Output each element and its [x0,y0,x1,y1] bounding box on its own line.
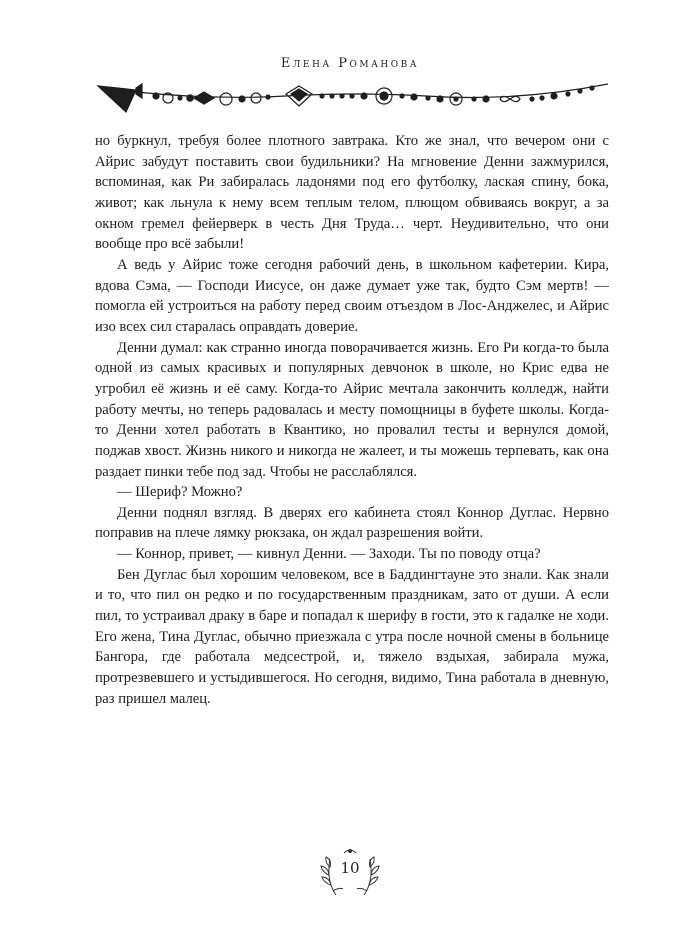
paragraph: А ведь у Айрис тоже сегодня рабочий день, в школьном кафетерии. Кира, вдова Сэма, — Господи Иисусе, он даже думает уже так, будто Сэм мертв! — помогла ей устроиться на работу перед своим отъездом в Лос-Анджелес, и Айрис изо всех сил старалась оправдать доверие. [95,256,609,335]
dialogue-line: — Коннор, привет, — кивнул Денни. — Заходи. Ты по поводу отца? [117,546,541,563]
body-text [95,131,609,709]
paragraph: Бен Дуглас был хорошим человеком, все в Баддингтауне это знали. Как знали и то, что пил он редко и по государственным праздникам, зато от души. А если пил, то устраивал драку в баре и попадал к шерифу в гости, это к гадалке не ходи. Его жена, Тина Дуглас, обычно приезжала с утра после ночной смены в больнице Бангора, где работала медсестрой, и, тяжело вздыхая, забирала мужа, протрезвевшего и устыдившегося. Но сегодня, видимо, Тина работала в дневную, раз пришел малец. [95,566,609,707]
paragraph: Денни думал: как странно иногда поворачивается жизнь. Его Ри когда-то была одной из самых красивых и популярных девчонок в школе, но Крис едва не угробил её жизнь и её саму. Когда-то Айрис мечтала закончить колледж, найти работу мечты, но теперь радовалась и месту помощницы в буфете школы. Когда-то Денни хотел работать в Квантико, но провалил тесты и вернулся домой, поджав хвост. Жизнь никого и никогда не жалеет, и ты можешь терпевать, как она раздает пинки тебе под зад. Чтобы не расслаблялся. [95,339,609,480]
page-number: 10 [340,859,360,877]
running-head: Елена Романова [280,56,420,71]
paragraph: но буркнул, требуя более плотного завтрака. Кто же знал, что вечером они с Айрис забудут поставить свои будильники? На мгновение Денни зажмурился, вспоминая, как Ри забиралась ладонями под его футболку, лаская спину, бока, живот; как льнула к нему всем теплым телом, плющом обвиваясь вокруг, а за окном гремел фейерверк в честь Дня Труда… черт. Неудивительно, что они вообще про всё забыли! [95,133,609,253]
paragraph: Денни поднял взгляд. В дверях его кабинета стоял Коннор Дуглас. Нервно поправив на плече лямку рюкзака, он ждал разрешения войти. [95,504,609,542]
beaded-ornament-divider [96,72,610,122]
dialogue-line: — Шериф? Можно? [117,484,243,501]
page-folio [300,845,400,905]
